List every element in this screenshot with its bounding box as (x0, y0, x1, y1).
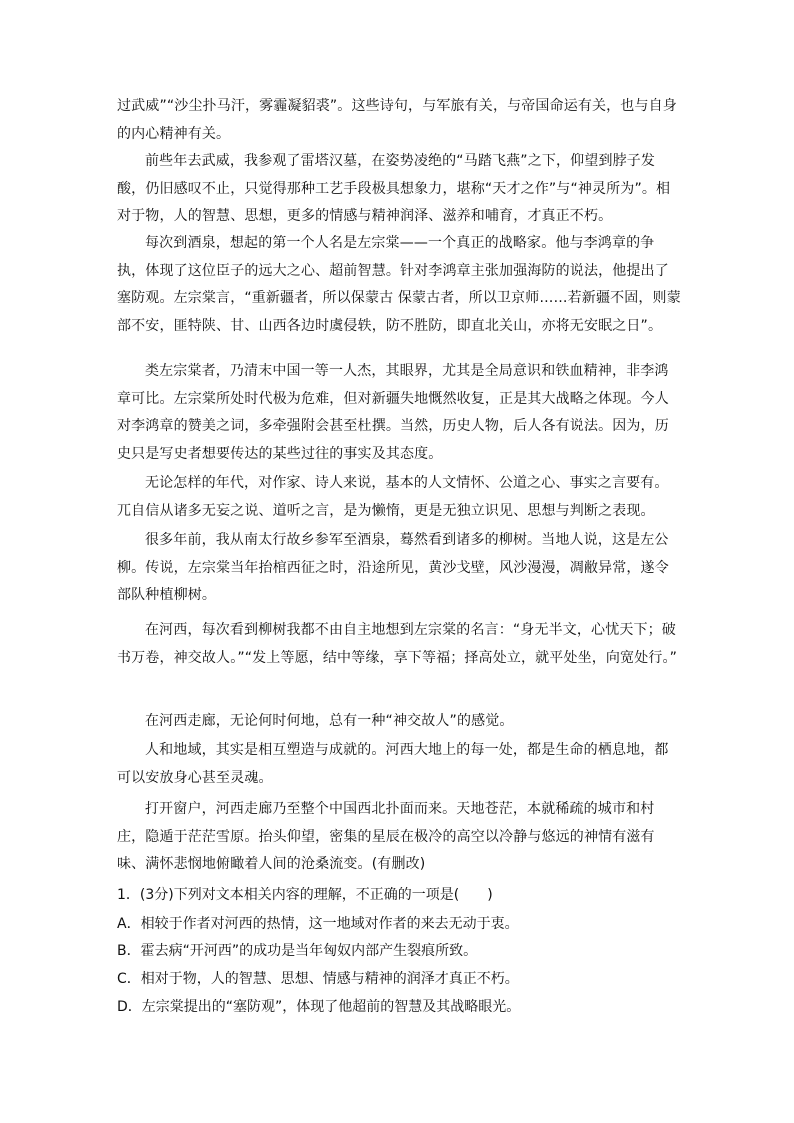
paragraph-7: 在河西，每次看到柳树我都不由自主地想到左宗棠的名言：“身无半文，心忧天下；破书万卷，神交故人。”“发上等愿，结中等缘，享下等福；择高处立，就平处坐，向宽处行。” (117, 622, 678, 666)
option-c: C．相对于物，人的智慧、思想、情感与精神的润泽才真正不朽。 (117, 971, 519, 987)
paragraph-6: 很多年前，我从南太行故乡参军至酒泉，蓦然看到诸多的柳树。当地人说，这是左公柳。传说，左宗棠当年抬棺西征之时，沿途所见，黄沙戈壁，风沙漫漫，凋敝异常，遂令部队种植柳树。 (117, 532, 669, 603)
paragraph-9: 人和地域，其实是相互塑造与成就的。河西大地上的每一处，都是生命的栖息地，都可以安放身心甚至灵魂。 (117, 742, 669, 786)
paragraph-10: 打开窗户，河西走廊乃至整个中国西北扑面而来。天地苍茫，本就稀疏的城市和村庄，隐遁于茫茫雪原。抬头仰望，密集的星辰在极冷的高空以冷静与悠远的神情有滋有味、满怀悲悯地俯瞰着人间的沧桑流变。(有删改) (117, 801, 655, 872)
paragraph-3: 每次到酒泉，想起的第一个人名是左宗棠——一个真正的战略家。他与李鸿章的争执，体现了这位臣子的远大之心、超前智慧。针对李鸿章主张加强海防的说法，他提出了塞防观。左宗棠言，“重新疆者，所以保蒙古 保蒙古者，所以卫京师……若新疆不固，则蒙部不安，匪特陕、甘、山西各边时虞侵轶，防不胜防，即直北关山，亦将无安眠之日”。 (117, 235, 681, 334)
paragraph-5: 无论怎样的年代，对作家、诗人来说，基本的人文情怀、公道之心、事实之言要有。兀自信从诸多无妄之说、道听之言，是为懒惰，更是无独立识见、思想与判断之表现。 (117, 475, 669, 519)
paragraph-8: 在河西走廊，无论何时何地，总有一种“神交故人”的感觉。 (145, 713, 514, 729)
option-a: A．相较于作者对河西的热情，这一地域对作者的来去无动于衷。 (117, 916, 519, 932)
paragraph-2: 前些年去武威，我参观了雷塔汉墓，在姿势凌绝的“马踏飞燕”之下，仰望到脖子发酸，仍旧感叹不止，只觉得那种工艺手段极具想象力，堪称“天才之作”与“神灵所为”。相对于物，人的智慧、思想，更多的情感与精神润泽、滋养和哺育，才真正不朽。 (117, 153, 671, 224)
paragraph-1: 过武威”“沙尘扑马汗，雾霾凝貂裘”。这些诗句，与军旅有关，与帝国命运有关，也与自身的内心精神有关。 (117, 98, 677, 142)
option-b: B．霍去病“开河西”的成功是当年匈奴内部产生裂痕所致。 (117, 943, 478, 959)
paragraph-4: 类左宗棠者，乃清末中国一等一人杰，其眼界，尤其是全局意识和铁血精神，非李鸿章可比。左宗棠所处时代极为危难，但对新疆失地慨然收复，正是其大战略之体现。今人对李鸿章的赞美之词，多牵强附会甚至杜撰。当然，历史人物，后人各有说法。因为，历史只是写史者想要传达的某些过往的事实及其态度。 (117, 363, 669, 462)
question-stem: 1．(3分)下列对文本相关内容的理解，不正确的一项是( ) (117, 887, 493, 903)
option-d: D．左宗棠提出的“塞防观”，体现了他超前的智慧及其战略眼光。 (117, 999, 521, 1015)
